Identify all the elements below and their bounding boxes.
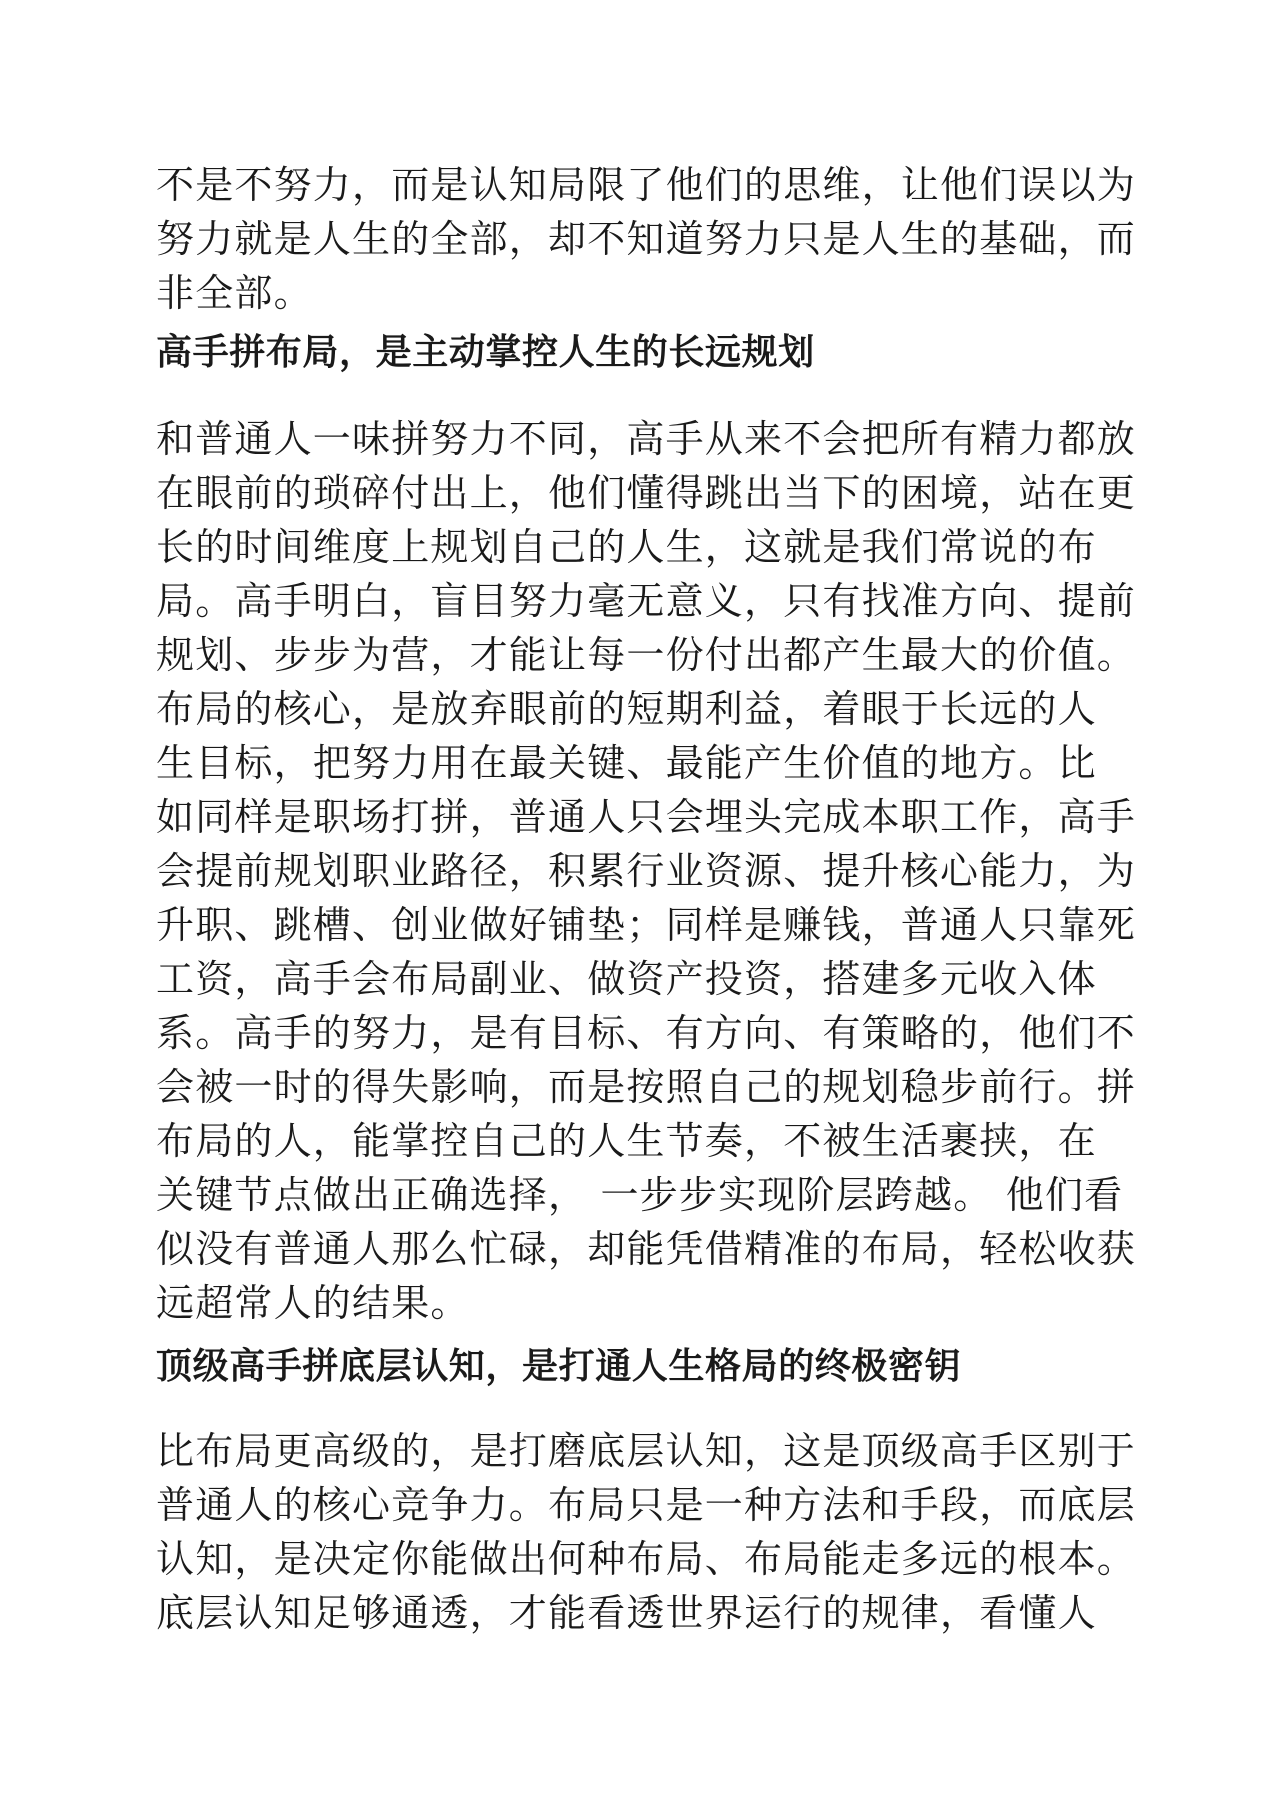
paragraph-line: 规划、步步为营，才能让每一份付出都产生最大的价值。 xyxy=(156,633,1137,677)
paragraph-line: 普通人的核心竞争力。布局只是一种方法和手段，而底层 xyxy=(156,1483,1137,1527)
document-page xyxy=(156,158,1137,1640)
paragraph-line: 比布局更高级的，是打磨底层认知，这是顶级高手区别于 xyxy=(156,1429,1137,1473)
paragraph-cognition xyxy=(156,1424,1137,1640)
section-heading-cognition: 顶级高手拼底层认知，是打通人生格局的终极密钥 xyxy=(156,1346,962,1387)
paragraph-line: 布局的人，能掌控自己的人生节奏，不被生活裹挟，在 xyxy=(156,1119,1097,1163)
paragraph-intro xyxy=(156,158,1137,320)
paragraph-line: 非全部。 xyxy=(156,271,313,315)
paragraph-line: 工资，高手会布局副业、做资产投资，搭建多元收入体 xyxy=(156,957,1097,1001)
paragraph-line: 努力就是人生的全部，却不知道努力只是人生的基础，而 xyxy=(156,217,1137,261)
paragraph-line: 底层认知足够通透，才能看透世界运行的规律，看懂人 xyxy=(156,1591,1097,1635)
paragraph-line: 生目标，把努力用在最关键、最能产生价值的地方。比 xyxy=(156,741,1097,785)
paragraph-line: 局。高手明白，盲目努力毫无意义，只有找准方向、提前 xyxy=(156,579,1137,623)
paragraph-line: 会被一时的得失影响，而是按照自己的规划稳步前行。拼 xyxy=(156,1065,1137,1109)
paragraph-line: 似没有普通人那么忙碌，却能凭借精准的布局，轻松收获 xyxy=(156,1227,1137,1271)
paragraph-layout xyxy=(156,412,1137,1330)
section-heading-layout: 高手拼布局，是主动掌控人生的长远规划 xyxy=(156,332,815,373)
paragraph-line: 关键节点做出正确选择， 一步步实现阶层跨越。 他们看 xyxy=(156,1173,1124,1217)
paragraph-line: 系。高手的努力，是有目标、有方向、有策略的，他们不 xyxy=(156,1011,1137,1055)
paragraph-line: 升职、跳槽、创业做好铺垫；同样是赚钱，普通人只靠死 xyxy=(156,903,1137,947)
paragraph-line: 长的时间维度上规划自己的人生，这就是我们常说的布 xyxy=(156,525,1097,569)
paragraph-line: 会提前规划职业路径，积累行业资源、提升核心能力，为 xyxy=(156,849,1137,893)
paragraph-line: 和普通人一味拼努力不同，高手从来不会把所有精力都放 xyxy=(156,417,1137,461)
paragraph-line: 布局的核心，是放弃眼前的短期利益，着眼于长远的人 xyxy=(156,687,1097,731)
paragraph-line: 远超常人的结果。 xyxy=(156,1281,470,1325)
paragraph-line: 认知，是决定你能做出何种布局、布局能走多远的根本。 xyxy=(156,1537,1137,1581)
paragraph-line: 如同样是职场打拼，普通人只会埋头完成本职工作，高手 xyxy=(156,795,1137,839)
paragraph-line: 在眼前的琐碎付出上，他们懂得跳出当下的困境，站在更 xyxy=(156,471,1137,515)
paragraph-line: 不是不努力，而是认知局限了他们的思维，让他们误以为 xyxy=(156,163,1137,207)
